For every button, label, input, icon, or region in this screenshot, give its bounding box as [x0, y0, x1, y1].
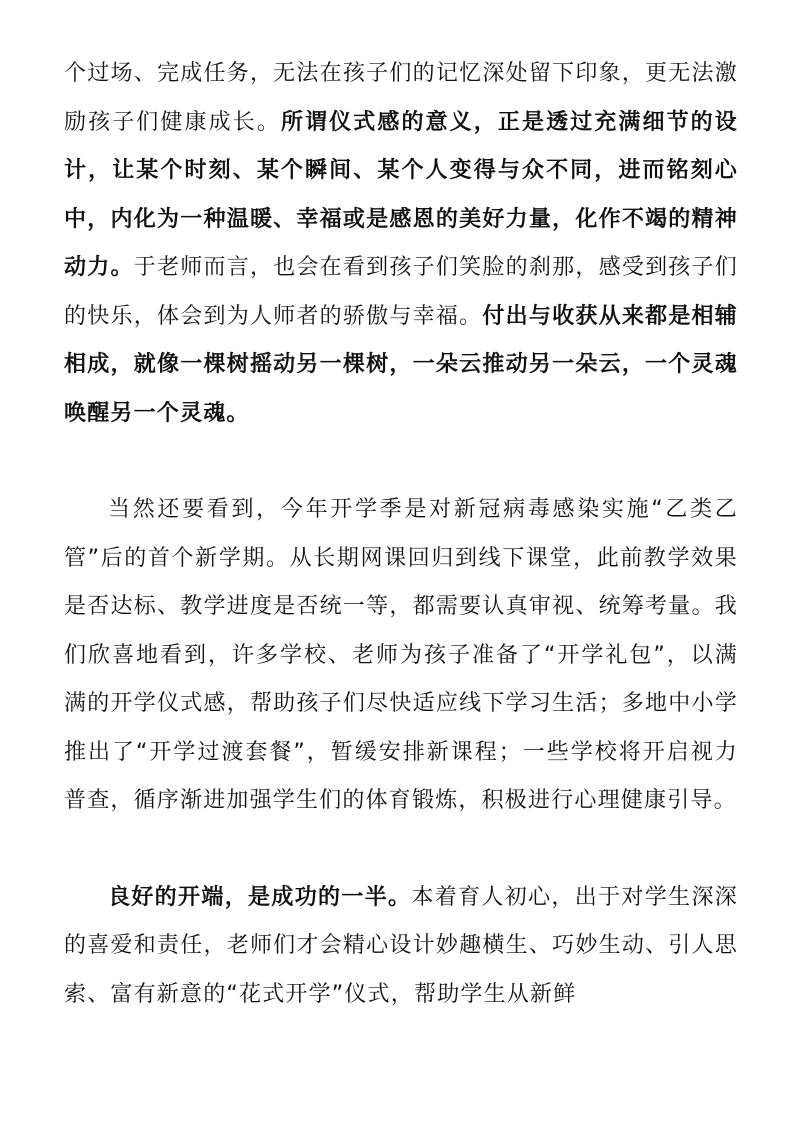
bold-sentence: 付出与收获从来都是相辅相成，就像一棵树摇动另一棵树，一朵云推动另一朵云，一个灵魂唤醒另一个灵魂。	[64, 303, 739, 426]
paragraph-ceremony-meaning	[64, 50, 738, 438]
paragraph-good-start	[64, 874, 738, 1020]
sentence-text: 于老师而言，也会在看到孩子们笑脸的刹那，感受到孩子们的快乐，体会到为人师者的骄傲与幸福。	[64, 255, 738, 329]
paragraph-spacer	[64, 826, 738, 874]
paragraph-spacer	[64, 438, 738, 486]
document-page	[64, 50, 738, 1019]
bold-sentence: 良好的开端，是成功的一半。	[108, 884, 412, 910]
sentence-text: 本着育人初心，出于对学生深深的喜爱和责任，老师们才会精心设计妙趣横生、巧妙生动、引人思索、富有新意的“花式开学”仪式，帮助学生从新鲜	[64, 884, 738, 1007]
sentence-text: 个过场、完成任务，无法在孩子们的记忆深处留下印象，更无法激励孩子们健康成长。	[64, 61, 738, 135]
paragraph-new-semester: 当然还要看到，今年开学季是对新冠病毒感染实施“乙类乙管”后的首个新学期。从长期网课回归到线下课堂，此前教学效果是否达标、教学进度是否统一等，都需要认真审视、统筹考量。我们欣喜地看到，许多学校、老师为孩子准备了“开学礼包”，以满满的开学仪式感，帮助孩子们尽快适应线下学习生活；多地中小学推出了“开学过渡套餐”，暂缓安排新课程；一些学校将开启视力普查，循序渐进加强学生们的体育锻炼，积极进行心理健康引导。	[64, 497, 738, 813]
bold-sentence: 所谓仪式感的意义，正是透过充满细节的设计，让某个时刻、某个瞬间、某个人变得与众不同，进而铭刻心中，内化为一种温暖、幸福或是感恩的美好力量，化作不竭的精神动力。	[64, 109, 738, 280]
